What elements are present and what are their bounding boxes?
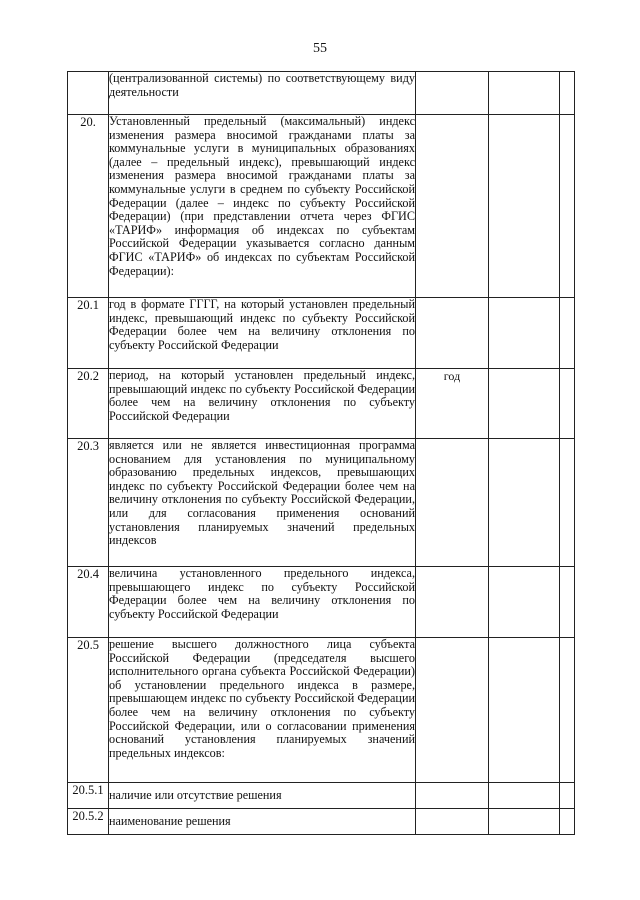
unit-cell: [416, 298, 489, 369]
row-text-cell: является или не является инвестиционная программа основанием для установления по муниципальному образованию предельных индексов, превышающих индекс по субъекту Российской Федерации более чем на величину отклонения по субъекту Российской Федерации, или для согласования применения оснований установления планируемых значений предельных индексов: [109, 439, 416, 567]
table-row: [68, 809, 575, 835]
row-text-cell: решение высшего должностного лица субъекта Российской Федерации (председателя высшего исполнительного органа субъекта Российской Федерации) об установлении предельного индекса в размере, превышающем индекс по субъекту Российской Федерации более чем на величину отклонения по субъекту Российской Федерации, или о согласовании применения оснований установления планируемых значений предельных индексов:: [109, 638, 416, 783]
row-number-cell: 20.5.1: [68, 783, 109, 809]
note-cell: [560, 115, 575, 298]
unit-cell: [416, 567, 489, 638]
row-number-cell: 20.5.2: [68, 809, 109, 835]
row-text-cell: (централизованной системы) по соответствующему виду деятельности: [109, 72, 416, 115]
value-cell: [489, 115, 560, 298]
row-number-cell: [68, 72, 109, 115]
note-cell: [560, 72, 575, 115]
row-text-cell: Установленный предельный (максимальный) индекс изменения размера вносимой гражданами платы за коммунальные услуги в муниципальных образованиях (далее – предельный индекс), превышающий индекс изменения размера вносимой гражданами платы за коммунальные услуги в среднем по субъекту Российской Федерации (далее – индекс по субъекту Российской Федерации) (при представлении отчета через ФГИС «ТАРИФ» информация об индексах по субъектам Российской Федерации указывается согласно данным ФГИС «ТАРИФ» об индексах по субъектам Российской Федерации):: [109, 115, 416, 298]
table-row: [68, 369, 575, 439]
row-number-cell: 20.: [68, 115, 109, 298]
table-row: [68, 567, 575, 638]
value-cell: [489, 809, 560, 835]
table-row: [68, 72, 575, 115]
table-row: [68, 439, 575, 567]
row-number-cell: 20.2: [68, 369, 109, 439]
note-cell: [560, 439, 575, 567]
value-cell: [489, 783, 560, 809]
row-number-cell: 20.1: [68, 298, 109, 369]
row-number-cell: 20.3: [68, 439, 109, 567]
value-cell: [489, 298, 560, 369]
document-table: [67, 71, 575, 835]
note-cell: [560, 783, 575, 809]
table-row: [68, 783, 575, 809]
value-cell: [489, 567, 560, 638]
unit-cell: [416, 115, 489, 298]
note-cell: [560, 809, 575, 835]
row-text-cell: наличие или отсутствие решения: [109, 783, 416, 809]
unit-cell: [416, 783, 489, 809]
unit-cell: [416, 638, 489, 783]
value-cell: [489, 369, 560, 439]
table-row: [68, 638, 575, 783]
unit-cell: [416, 72, 489, 115]
note-cell: [560, 638, 575, 783]
row-text-cell: наименование решения: [109, 809, 416, 835]
table-row: [68, 115, 575, 298]
row-text-cell: величина установленного предельного индекса, превышающего индекс по субъекту Российской Федерации более чем на величину отклонения по субъекту Российской Федерации: [109, 567, 416, 638]
row-text-cell: период, на который установлен предельный индекс, превышающий индекс по субъекту Российской Федерации более чем на величину отклонения по субъекту Российской Федерации: [109, 369, 416, 439]
note-cell: [560, 369, 575, 439]
row-text-cell: год в формате ГГГГ, на который установлен предельный индекс, превышающий индекс по субъекту Российской Федерации более чем на величину отклонения по субъекту Российской Федерации: [109, 298, 416, 369]
unit-cell: [416, 439, 489, 567]
row-number-cell: 20.4: [68, 567, 109, 638]
value-cell: [489, 72, 560, 115]
page-number: 55: [313, 41, 327, 56]
value-cell: [489, 638, 560, 783]
note-cell: [560, 298, 575, 369]
value-cell: [489, 439, 560, 567]
row-number-cell: 20.5: [68, 638, 109, 783]
table-row: [68, 298, 575, 369]
unit-cell: год: [416, 369, 489, 439]
unit-cell: [416, 809, 489, 835]
note-cell: [560, 567, 575, 638]
